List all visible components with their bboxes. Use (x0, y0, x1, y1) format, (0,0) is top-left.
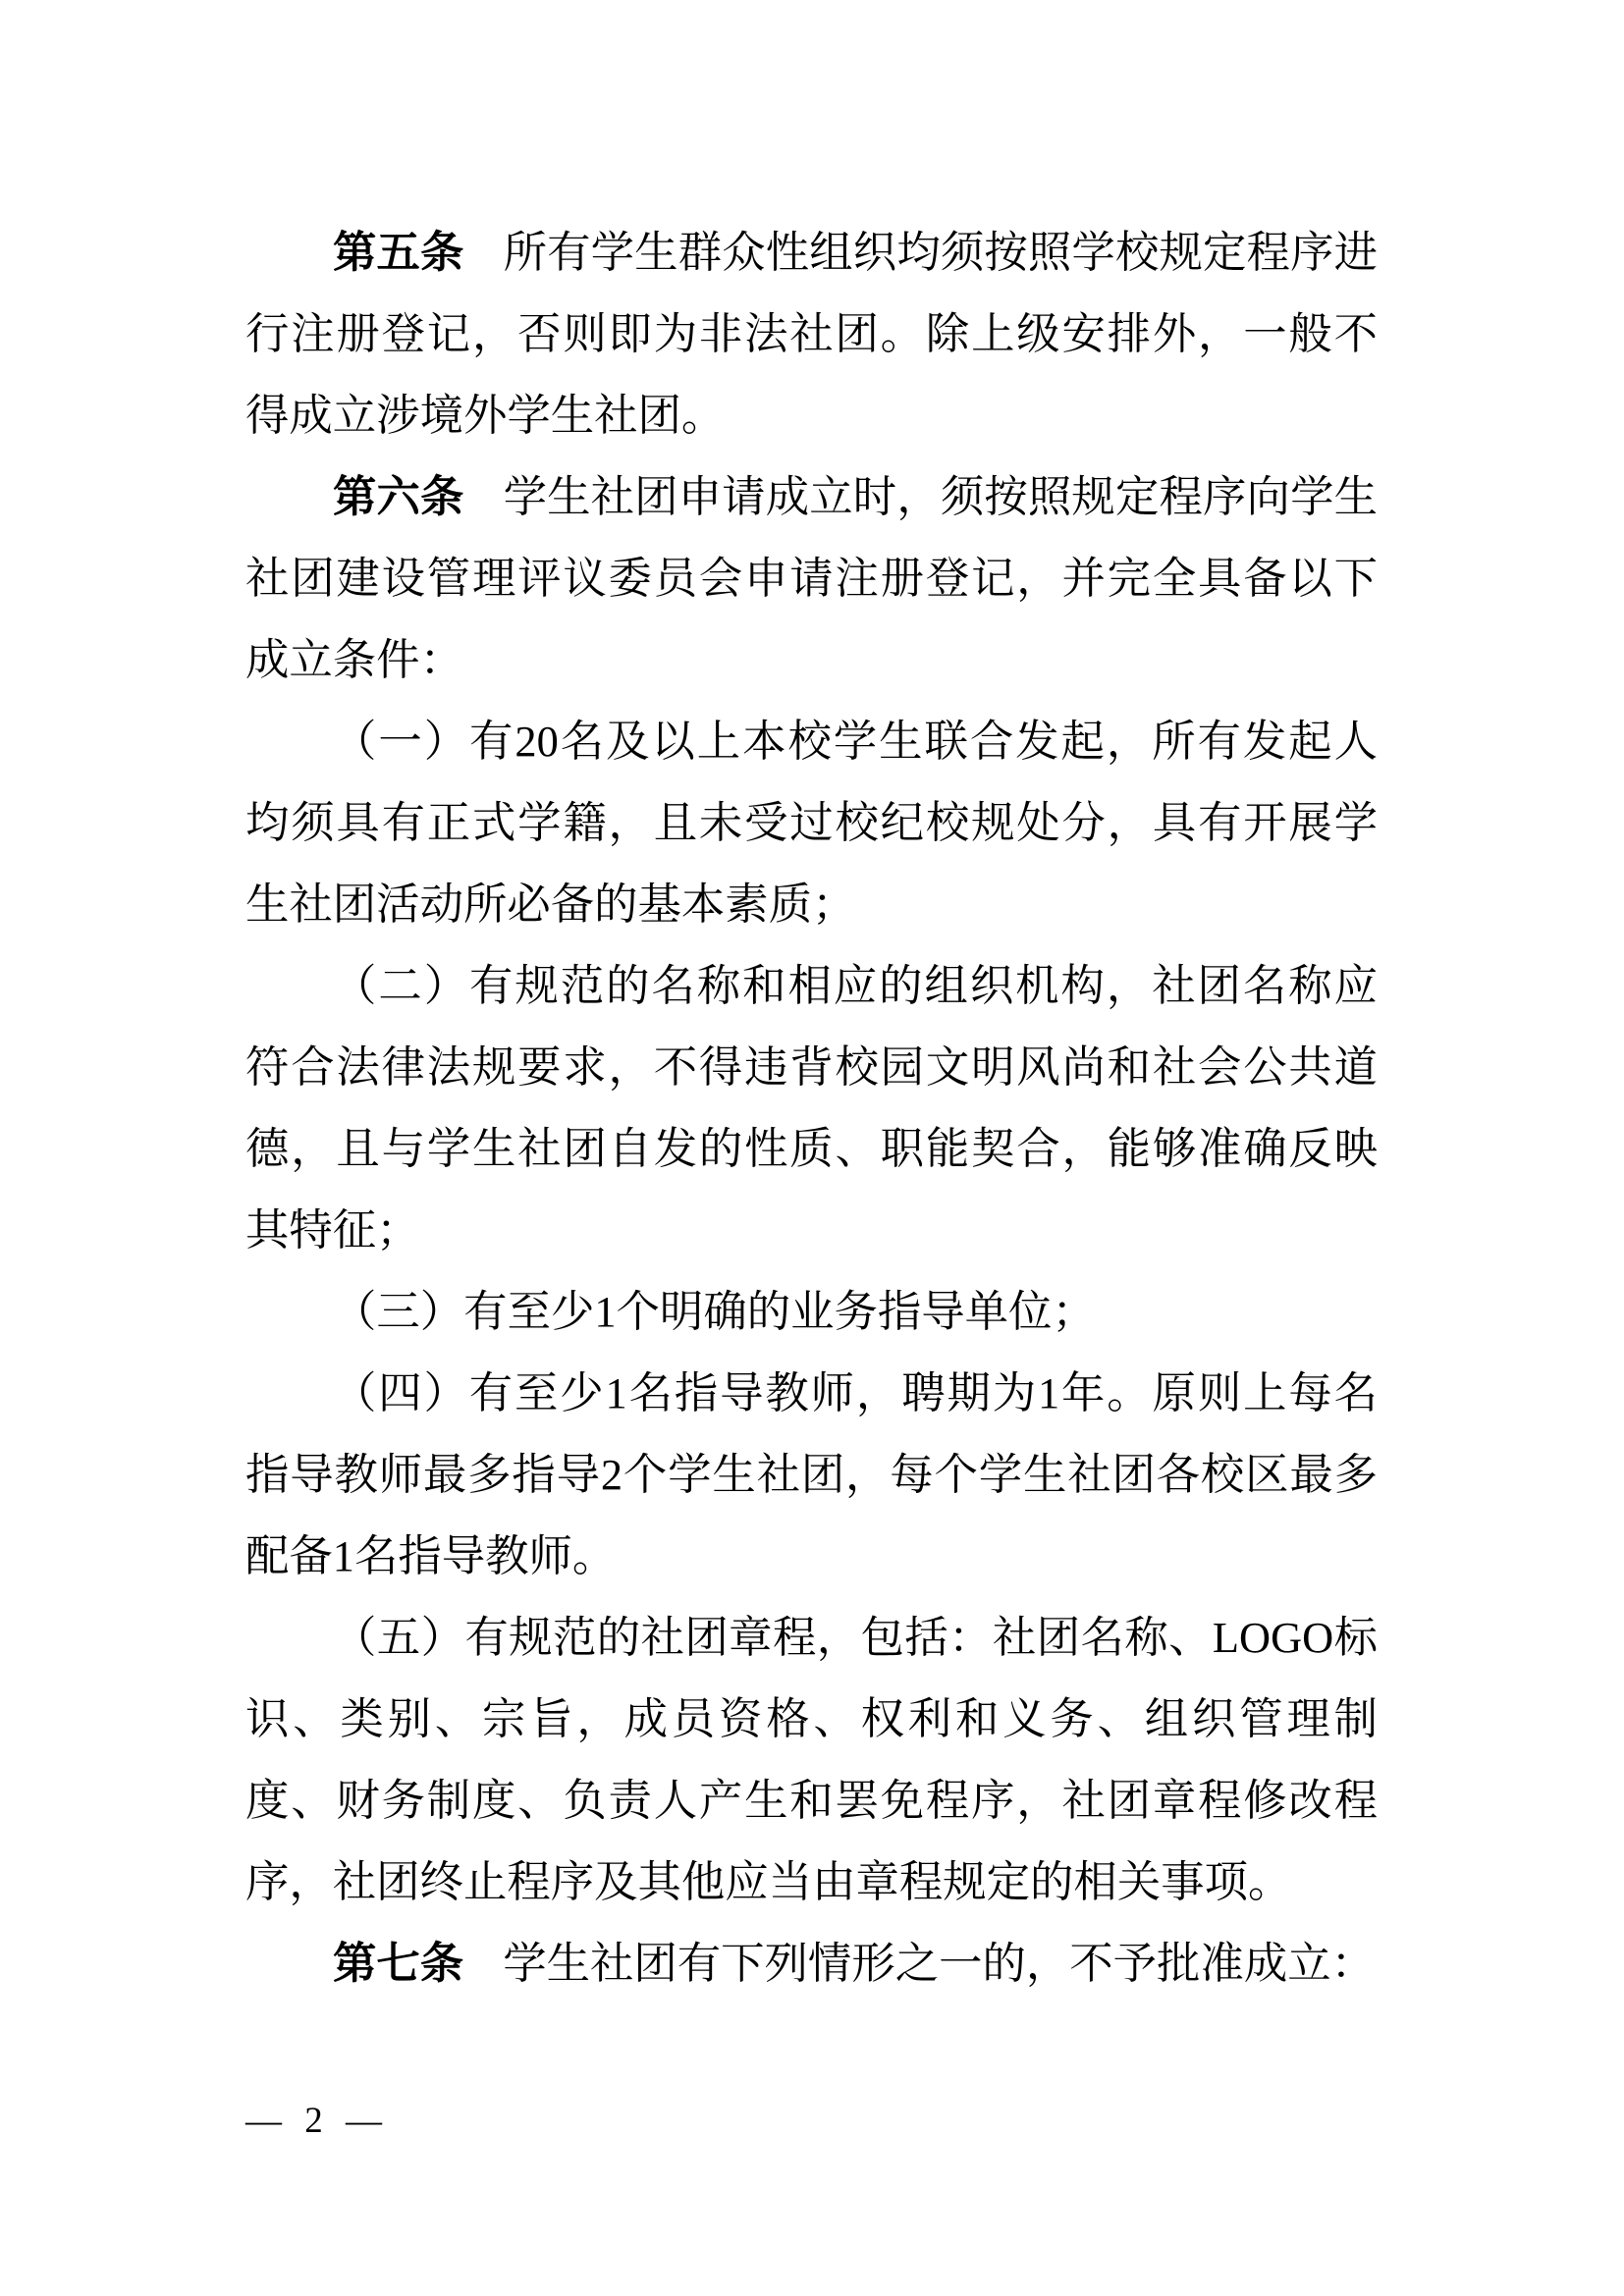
paragraph-text: （三）有至少1个明确的业务指导单位； (333, 1287, 1096, 1336)
article-number-label: 第七条 (333, 1940, 464, 1988)
paragraph (245, 945, 1378, 1271)
paragraph-text: （二）有规范的名称和相应的组织机构，社团名称应符合法律法规要求，不得违背校园文明风尚和社会公共道德，且与学生社团自发的性质、职能契合，能够准确反映其特征； (245, 961, 1378, 1255)
paragraph (245, 1271, 1378, 1353)
paragraph (245, 456, 1378, 701)
paragraph-text: （五）有规范的社团章程，包括：社团名称、LOGO标识、类别、宗旨，成员资格、权利和义务、组织管理制度、财务制度、负责人产生和罢免程序，社团章程修改程序，社团终止程序及其他应当由章程规定的相关事项。 (245, 1613, 1378, 1906)
paragraph-text: 学生社团申请成立时，须按照规定程序向学生社团建设管理评议委员会申请注册登记，并完全具备以下成立条件： (245, 472, 1378, 684)
article-number-label: 第六条 (333, 473, 464, 521)
paragraph (245, 1353, 1378, 1597)
paragraph (245, 1597, 1378, 1923)
paragraph (245, 701, 1378, 945)
paragraph-text: （一）有20名及以上本校学生联合发起，所有发起人均须具有正式学籍，且未受过校纪校规处分，具有开展学生社团活动所必备的基本素质； (245, 717, 1378, 929)
page-number: — 2 — (245, 2101, 389, 2141)
paragraph (245, 212, 1378, 456)
paragraph (245, 1923, 1378, 2004)
document-body (245, 212, 1378, 2004)
paragraph-text: 学生社团有下列情形之一的，不予批准成立： (503, 1939, 1376, 1988)
paragraph-text: 所有学生群众性组织均须按照学校规定程序进行注册登记，否则即为非法社团。除上级安排外，一般不得成立涉境外学生社团。 (245, 228, 1378, 440)
article-number-label: 第五条 (333, 229, 464, 277)
paragraph-text: （四）有至少1名指导教师，聘期为1年。原则上每名指导教师最多指导2个学生社团，每个学生社团各校区最多配备1名指导教师。 (245, 1368, 1378, 1580)
